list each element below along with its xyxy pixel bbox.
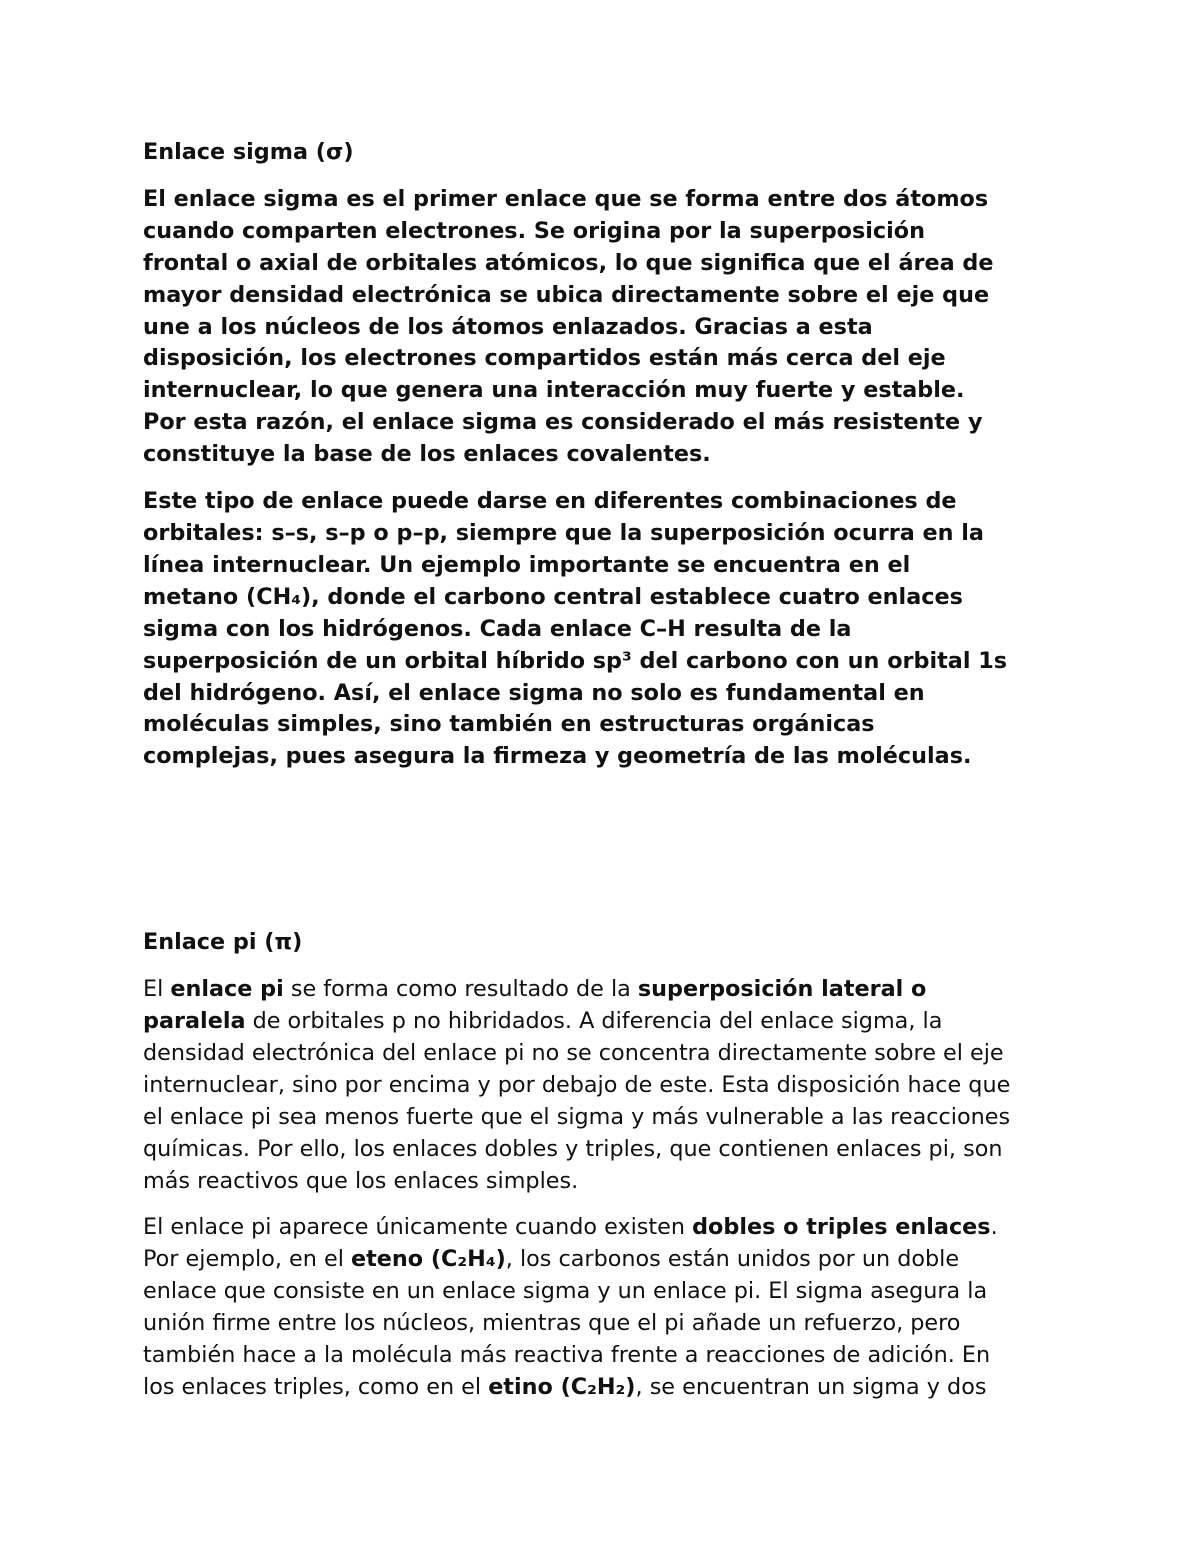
text-line: químicas. Por ello, los enlaces dobles y triples, que contienen enlaces pi, son — [143, 1135, 1003, 1162]
text-line: El enlace sigma es el primer enlace que se forma entre dos átomos — [143, 185, 989, 212]
text-line — [143, 1244, 1063, 1276]
bold-term: paralela — [143, 1008, 246, 1035]
text-run: los enlaces triples, como en el — [143, 1374, 489, 1400]
text-line: Por esta razón, el enlace sigma es considerado el más resistente y — [143, 409, 983, 436]
bold-term: enlace pi — [170, 976, 284, 1003]
bold-term: superposición lateral o — [637, 976, 927, 1003]
text-line: cuando comparten electrones. Se origina por la superposición — [143, 217, 925, 244]
text-line: densidad electrónica del enlace pi no se concentra directamente sobre el eje — [143, 1039, 1004, 1066]
text-line: del hidrógeno. Así, el enlace sigma no solo es fundamental en — [143, 679, 925, 706]
text-line — [143, 1372, 1063, 1404]
text-run: El enlace pi aparece únicamente cuando existen — [143, 1214, 693, 1241]
text-line: moléculas simples, sino también en estructuras orgánicas — [143, 711, 875, 738]
sigma-paragraph-2 — [143, 486, 1063, 773]
text-run: El — [143, 976, 171, 1003]
text-line: el enlace pi sea menos fuerte que el sigma y más vulnerable a las reacciones — [143, 1103, 1011, 1130]
sigma-heading: Enlace sigma (σ) — [143, 139, 354, 165]
text-line: une a los núcleos de los átomos enlazados. Gracias a esta — [143, 313, 873, 340]
text-line: también hace a la molécula más reactiva frente a reacciones de adición. En — [143, 1342, 991, 1369]
text-line: orbitales: s–s, s–p o p–p, siempre que la superposición ocurra en la — [143, 519, 984, 546]
text-line: complejas, pues asegura la firmeza y geometría de las moléculas. — [143, 743, 972, 770]
pi-paragraph-1 — [143, 974, 1063, 1197]
pi-heading: Enlace pi (π) — [143, 929, 303, 956]
text-line: constituye la base de los enlaces covalentes. — [143, 441, 711, 468]
text-line — [143, 1212, 1063, 1244]
text-run: de orbitales p no hibridados. A diferencia del enlace sigma, la — [245, 1008, 943, 1035]
text-line: internuclear, sino por encima y por debajo de este. Esta disposición hace que — [143, 1071, 1011, 1098]
text-line: unión firme entre los núcleos, mientras que el pi añade un refuerzo, pero — [143, 1310, 961, 1337]
text-line: línea internuclear. Un ejemplo importante se encuentra en el — [143, 551, 911, 578]
text-line: frontal o axial de orbitales atómicos, lo que significa que el área de — [143, 249, 994, 276]
text-line: Este tipo de enlace puede darse en diferentes combinaciones de — [143, 488, 957, 515]
text-run: , se encuentran un sigma y dos — [635, 1374, 987, 1400]
text-run: , los carbonos están unidos por un doble — [505, 1246, 960, 1273]
text-run: Por ejemplo, en el — [143, 1246, 351, 1273]
text-line: superposición de un orbital híbrido sp³ del carbono con un orbital 1s — [143, 647, 1008, 674]
text-line: disposición, los electrones compartidos están más cerca del eje — [143, 345, 946, 372]
text-line: metano (CH₄), donde el carbono central establece cuatro enlaces — [143, 583, 963, 610]
pi-paragraph-2 — [143, 1212, 1063, 1403]
document-page — [143, 137, 1063, 1419]
text-line — [143, 1006, 1063, 1038]
sigma-paragraph-1 — [143, 184, 1063, 471]
text-run: . — [990, 1214, 998, 1241]
bold-term: dobles o triples enlaces — [692, 1214, 991, 1241]
section-spacer — [143, 788, 1063, 927]
text-run: se forma como resultado de la — [283, 976, 638, 1003]
text-line: sigma con los hidrógenos. Cada enlace C–H resulta de la — [143, 615, 852, 642]
bold-term: eteno (C₂H₄) — [351, 1246, 506, 1273]
bold-term: etino (C₂H₂) — [488, 1374, 636, 1400]
text-line: mayor densidad electrónica se ubica directamente sobre el eje que — [143, 281, 990, 308]
text-line — [143, 974, 1063, 1006]
text-line: más reactivos que los enlaces simples. — [143, 1167, 579, 1194]
text-line: enlace que consiste en un enlace sigma y un enlace pi. El sigma asegura la — [143, 1278, 988, 1305]
text-line: internuclear, lo que genera una interacción muy fuerte y estable. — [143, 377, 965, 404]
